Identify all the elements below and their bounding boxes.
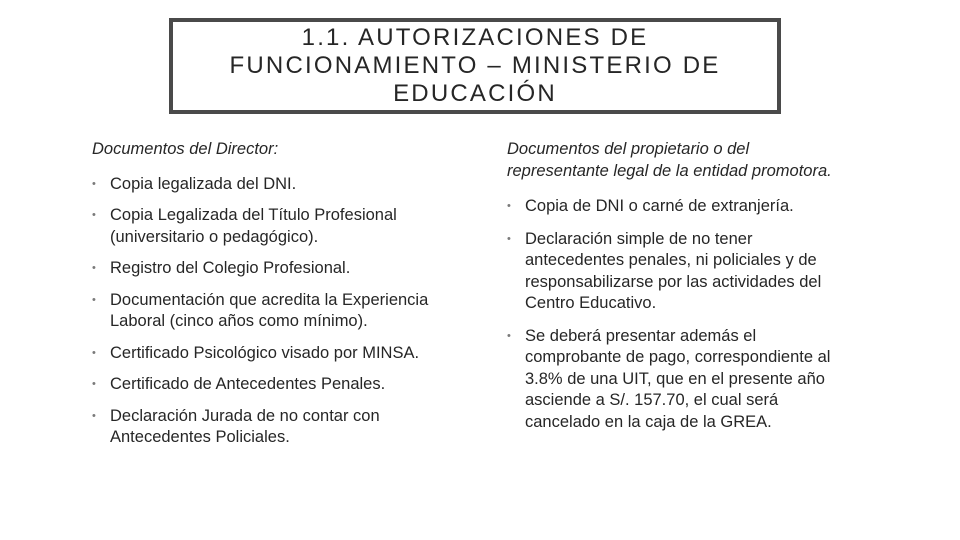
bullet-icon: • xyxy=(92,209,96,221)
bullet-icon: • xyxy=(507,329,511,342)
list-item xyxy=(92,374,472,396)
owner-documents-list xyxy=(507,196,837,433)
title-box xyxy=(169,18,781,114)
bullet-icon: • xyxy=(507,200,511,212)
list-item-text: Copia legalizada del DNI. xyxy=(110,174,297,193)
list-item xyxy=(92,258,472,280)
title-line-1: 1.1. AUTORIZACIONES DE xyxy=(301,24,649,51)
list-item-text: Certificado de Antecedentes Penales. xyxy=(110,375,386,393)
bullet-icon: • xyxy=(92,262,96,274)
director-documents-column xyxy=(92,136,472,459)
list-item-text: Declaración Jurada de no contar con Antecedentes Policiales. xyxy=(110,406,380,446)
bullet-icon: • xyxy=(92,409,96,422)
list-item-text: Documentación que acredita la Experiencia Laboral (cinco años como mínimo). xyxy=(110,290,429,330)
list-item xyxy=(507,196,837,218)
list-item-text: Se deberá presentar además el comprobante de pago, correspondiente al 3.8% de una UIT, que en el presente año asciende a S/. 157.70, el cual será cancelado en la caja de la GREA. xyxy=(525,326,831,431)
director-documents-heading: Documentos del Director: xyxy=(92,140,279,158)
title-line-2: FUNCIONAMIENTO – MINISTERIO DE xyxy=(229,52,721,79)
bullet-icon: • xyxy=(92,346,96,359)
page-title xyxy=(230,24,721,108)
list-item xyxy=(92,406,472,449)
bullet-icon: • xyxy=(92,293,96,306)
owner-documents-column xyxy=(507,136,837,444)
list-item xyxy=(507,229,837,315)
owner-documents-heading: Documentos del propietario o del representante legal de la entidad promotora. xyxy=(507,140,832,180)
list-item xyxy=(92,290,472,333)
list-item-text: Declaración simple de no tener antecedentes penales, ni policiales y de responsabilizarse por las actividades del Centro Educativo. xyxy=(525,229,822,312)
director-documents-list xyxy=(92,174,472,449)
bullet-icon: • xyxy=(92,177,96,190)
list-item xyxy=(92,205,472,248)
list-item xyxy=(92,343,472,365)
bullet-icon: • xyxy=(507,232,511,245)
list-item-text: Certificado Psicológico visado por MINSA. xyxy=(110,343,420,362)
title-line-3: EDUCACIÓN xyxy=(393,80,557,107)
list-item-text: Copia de DNI o carné de extranjería. xyxy=(525,197,794,215)
list-item-text: Registro del Colegio Profesional. xyxy=(110,259,351,277)
list-item-text: Copia Legalizada del Título Profesional (universitario o pedagógico). xyxy=(110,206,397,246)
bullet-icon: • xyxy=(92,378,96,390)
list-item xyxy=(92,174,472,196)
list-item xyxy=(507,326,837,434)
